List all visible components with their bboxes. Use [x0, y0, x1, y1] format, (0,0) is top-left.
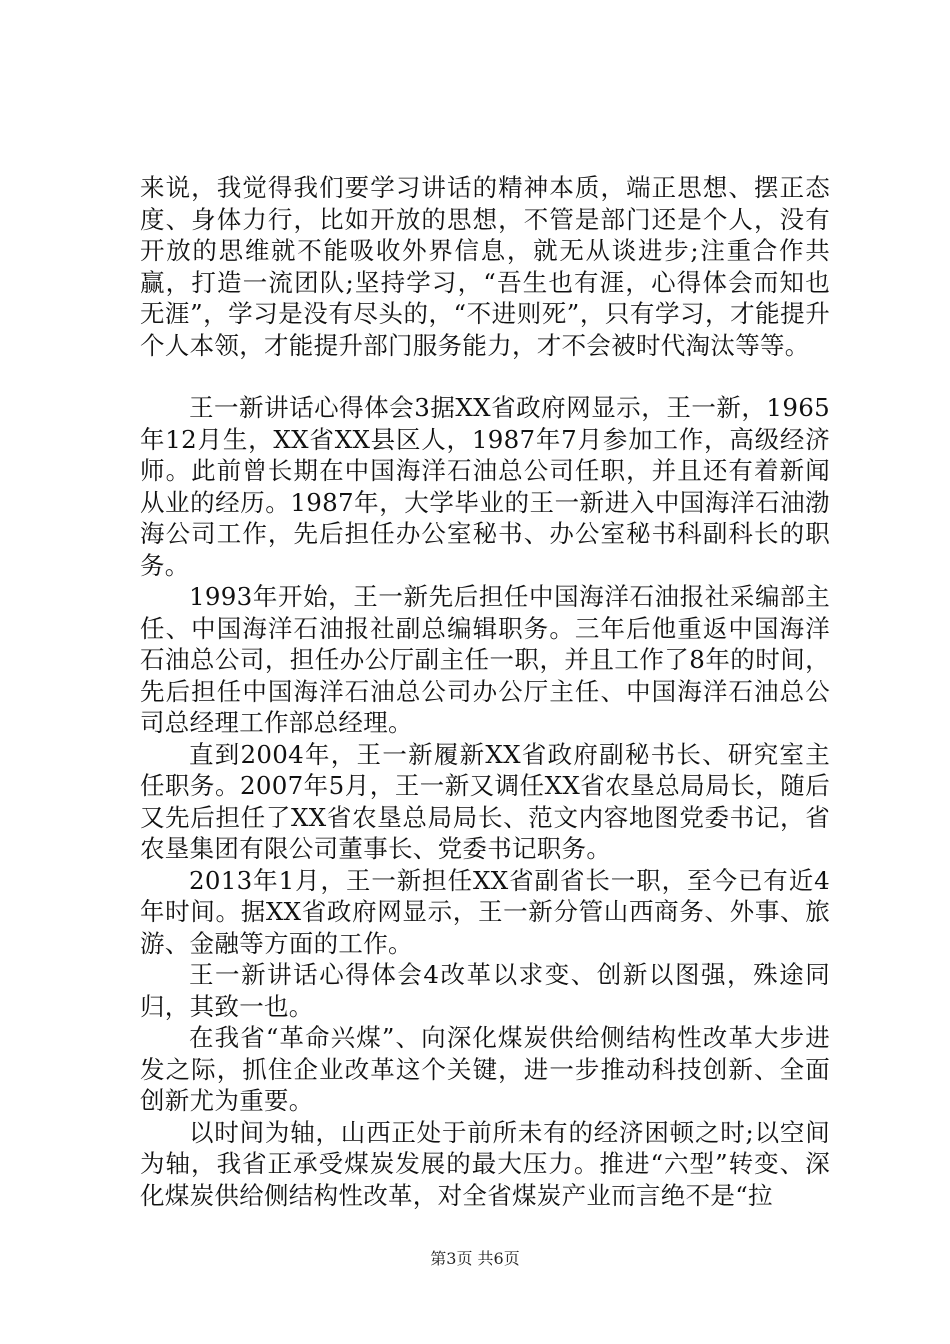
paragraph-section-4: 王一新讲话心得体会4改革以求变、创新以图强，殊途同归，其致一也。 — [140, 960, 830, 1021]
paragraph-time-axis: 以时间为轴，山西正处于前所未有的经济困顿之时;以空间为轴，我省正承受煤炭发展的最大压力。推进“六型”转变、深化煤炭供给侧结构性改革，对全省煤炭产业而言绝不是“拉 — [140, 1117, 830, 1210]
document-body — [140, 172, 830, 1211]
paragraph-reform: 在我省“革命兴煤”、向深化煤炭供给侧结构性改革大步进发之际，抓住企业改革这个关键，进一步推动科技创新、全面创新尤为重要。 — [140, 1023, 830, 1115]
paragraph-continuation: 来说，我觉得我们要学习讲话的精神本质，端正思想、摆正态度、身体力行，比如开放的思想，不管是部门还是个人，没有开放的思维就不能吸收外界信息，就无从谈进步;注重合作共赢，打造一流团队;坚持学习，“吾生也有涯，心得体会而知也无涯”，学习是没有尽头的，“不进则死”，只有学习，才能提升个人本领，才能提升部门服务能力，才不会被时代淘汰等等。 — [140, 173, 830, 360]
paragraph-section-3: 王一新讲话心得体会3据XX省政府网显示，王一新，1965年12月生，XX省XX县区人，1987年7月参加工作，高级经济师。此前曾长期在中国海洋石油总公司任职，并且还有着新闻从业的经历。1987年，大学毕业的王一新进入中国海洋石油渤海公司工作，先后担任办公室秘书、办公室秘书科副科长的职务。 — [140, 393, 830, 580]
paragraph-2004: 直到2004年，王一新履新XX省政府副秘书长、研究室主任职务。2007年5月，王一新又调任XX省农垦总局局长，随后又先后担任了XX省农垦总局局长、范文内容地图党委书记，省农垦集团有限公司董事长、党委书记职务。 — [140, 739, 830, 863]
page-number-footer: 第3页 共6页 — [430, 1249, 520, 1268]
paragraph-1993: 1993年开始，王一新先后担任中国海洋石油报社采编部主任、中国海洋石油报社副总编辑职务。三年后他重返中国海洋石油总公司，担任办公厅副主任一职，并且工作了8年的时间，先后担任中国海洋石油总公司办公厅主任、中国海洋石油总公司总经理工作部总经理。 — [140, 582, 830, 737]
paragraph-2013: 2013年1月，王一新担任XX省副省长一职，至今已有近4年时间。据XX省政府网显示，王一新分管山西商务、外事、旅游、金融等方面的工作。 — [140, 865, 830, 958]
